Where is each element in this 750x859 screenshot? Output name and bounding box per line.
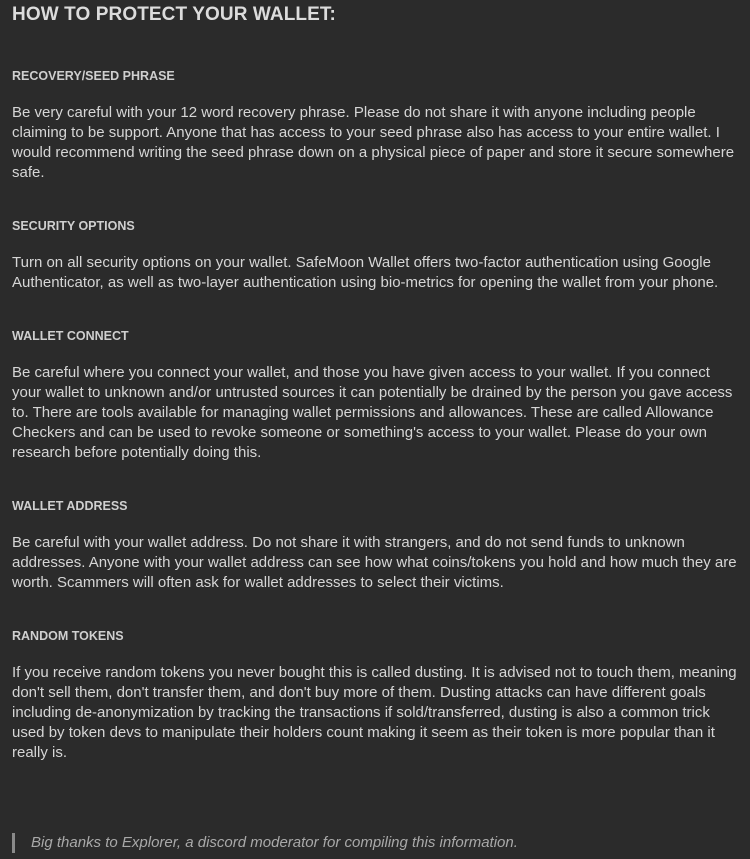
section-heading: WALLET ADDRESS: [12, 499, 128, 513]
section-heading: RANDOM TOKENS: [12, 629, 124, 643]
section-security-options: [12, 218, 740, 293]
section-heading: RECOVERY/SEED PHRASE: [12, 69, 175, 83]
section-heading: SECURITY OPTIONS: [12, 219, 135, 233]
section-heading: WALLET CONNECT: [12, 329, 129, 343]
section-body: Turn on all security options on your wallet. SafeMoon Wallet offers two-factor authentication using Google Authenticator, as well as two-layer authentication using bio-metrics for opening the wallet from your phone.: [12, 254, 719, 291]
credit-quote: [12, 832, 740, 854]
quote-text: Big thanks to Explorer, a discord moderator for compiling this information.: [31, 834, 518, 851]
section-wallet-address: [12, 498, 740, 593]
page-title: HOW TO PROTECT YOUR WALLET:: [12, 4, 336, 25]
section-body: Be very careful with your 12 word recovery phrase. Please do not share it with anyone including people claiming to be support. Anyone that has access to your seed phrase also has access to your entire wallet. I would recommend writing the seed phrase down on a physical piece of paper and store it secure somewhere safe.: [12, 104, 735, 181]
section-wallet-connect: [12, 328, 740, 463]
section-recovery-seed-phrase: [12, 68, 740, 183]
section-body: Be careful where you connect your wallet, and those you have given access to your wallet. If you connect your wallet to unknown and/or untrusted sources it can potentially be drained by the person you gave access to. There are tools available for managing wallet permissions and allowances. These are called Allowance Checkers and can be used to revoke someone or something's access to your wallet. Please do your own research before potentially doing this.: [12, 364, 733, 461]
section-body: Be careful with your wallet address. Do not share it with strangers, and do not send funds to unknown addresses. Anyone with your wallet address can see how what coins/tokens you hold and how much they are worth. Scammers will often ask for wallet addresses to select their victims.: [12, 534, 737, 591]
page-content: [12, 0, 740, 763]
section-random-tokens: [12, 628, 740, 763]
quote-bar: [12, 833, 15, 853]
section-body: If you receive random tokens you never bought this is called dusting. It is advised not to touch them, meaning don't sell them, don't transfer them, and don't buy more of them. Dusting attacks can have different goals including de-anonymization by tracking the transactions if sold/transferred, dusting is also a common trick used by token devs to manipulate their holders count making it seem as their token is more popular than it really is.: [12, 664, 737, 761]
